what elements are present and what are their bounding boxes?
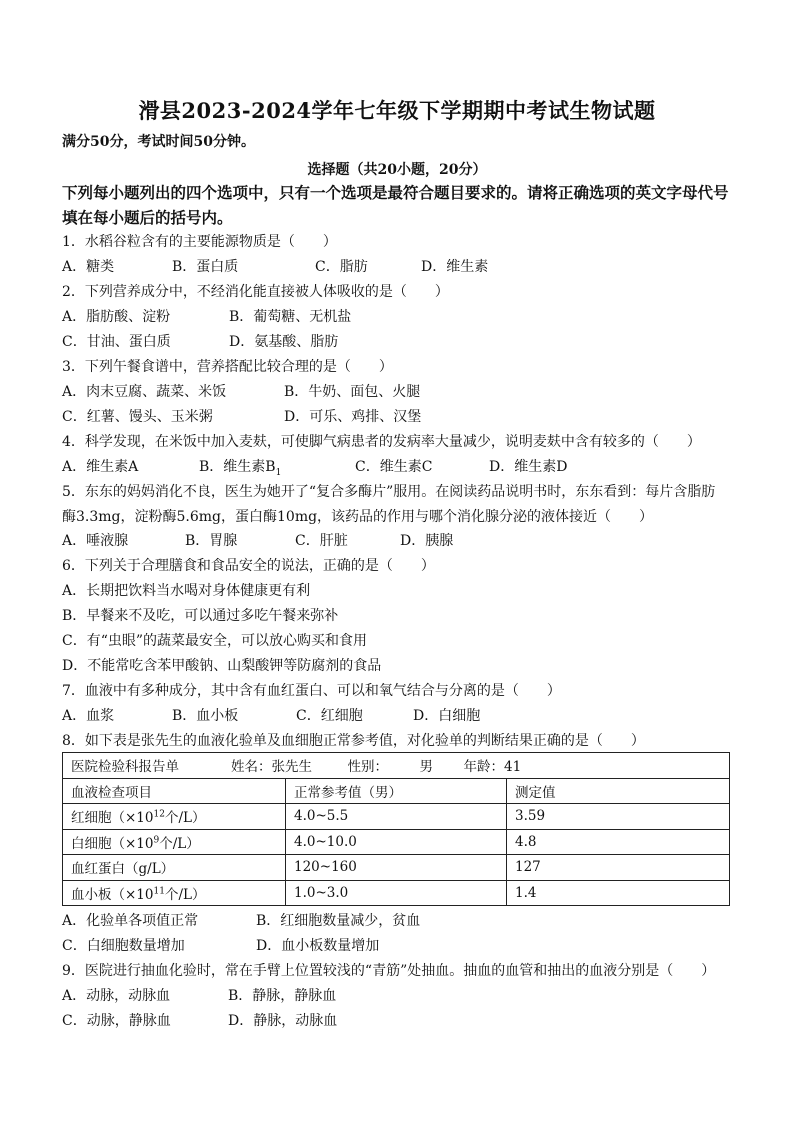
option: D．可乐、鸡排、汉堡: [284, 409, 422, 425]
option: B．牛奶、面包、火腿: [284, 384, 421, 400]
question-stem: 4．科学发现，在米饭中加入麦麸，可使脚气病患者的发病率大量减少，说明麦麸中含有较多的（ ）: [62, 434, 701, 450]
question-stem: 8．如下表是张先生的血液化验单及血细胞正常参考值，对化验单的判断结果正确的是（ ）: [62, 733, 645, 749]
table-row: [63, 880, 730, 906]
option: C．白细胞数量增加: [62, 938, 185, 954]
report-header-row: [63, 753, 730, 779]
value-cell: 127: [507, 855, 730, 881]
item-cell: [63, 829, 286, 855]
option: A．化验单各项值正常: [62, 913, 199, 929]
option: C．有“虫眼”的蔬菜最安全，可以放心购买和食用: [62, 633, 368, 649]
option: D．白细胞: [413, 708, 481, 724]
option: D．不能常吃含苯甲酸钠、山梨酸钾等防腐剂的食品: [62, 658, 382, 674]
ref-cell: 4.0~10.0: [286, 829, 507, 855]
report-info-cell: [63, 753, 730, 779]
option: B．早餐来不及吃，可以通过多吃午餐来弥补: [62, 608, 339, 624]
option: B．葡萄糖、无机盐: [229, 309, 352, 325]
question-stem: 9．医院进行抽血化验时，常在手臂上位置较浅的“青筋”处抽血。抽血的血管和抽出的血液分别是（ ）: [62, 963, 716, 979]
option: C．动脉，静脉血: [62, 1013, 171, 1029]
option: B．血小板: [172, 708, 239, 724]
name-label: 姓名：: [231, 759, 272, 776]
exponent: 9: [153, 835, 160, 846]
option: D．血小板数量增加: [256, 938, 380, 954]
age-value: 41: [504, 759, 522, 776]
option: C．红薯、馒头、玉米粥: [62, 409, 213, 425]
item-cell: [63, 855, 286, 881]
option: [199, 458, 281, 482]
option: D．氨基酸、脂肪: [229, 334, 339, 350]
exponent: 12: [153, 809, 165, 820]
option: D．静脉，动脉血: [228, 1013, 338, 1029]
option: A．维生素A: [62, 459, 139, 475]
value-cell: 4.8: [507, 829, 730, 855]
age-label: 年龄：: [463, 759, 504, 776]
option: A．肉末豆腐、蔬菜、米饭: [62, 384, 227, 400]
question-stem: 1．水稻谷粒含有的主要能源物质是（ ）: [62, 234, 337, 250]
question-stem-cont: 酶3.3mg，淀粉酶5.6mg，蛋白酶10mg，该药品的作用与哪个消化腺分泌的液体接近（ ）: [62, 509, 654, 525]
option: B．胃腺: [185, 533, 238, 549]
column-header: 正常参考值（男）: [286, 778, 507, 804]
option: A．唾液腺: [62, 533, 129, 549]
hospital-name: 医院检验科报告单: [71, 759, 179, 776]
option: C．脂肪: [315, 259, 368, 275]
score-info: 满分50分，考试时间50分钟。: [62, 134, 255, 150]
option: D．维生素D: [489, 459, 568, 475]
option-text: B．维生素B: [199, 459, 276, 475]
item-name: 红细胞（×10: [71, 810, 154, 827]
instructions: 下列每小题列出的四个选项中，只有一个选项是最符合题目要求的。请将正确选项的英文字母代号填在每小题后的括号内。: [62, 183, 729, 227]
option: D．维生素: [421, 259, 489, 275]
option: C．维生素C: [355, 459, 433, 475]
question-stem: 5．东东的妈妈消化不良，医生为她开了“复合多酶片”服用。在阅读药品说明书时，东东看到：每片含脂肪: [62, 484, 716, 500]
ref-cell: 120~160: [286, 855, 507, 881]
section-title: 选择题（共20小题，20分）: [307, 162, 487, 178]
ref-cell: 4.0~5.5: [286, 804, 507, 830]
table-row: [63, 855, 730, 881]
item-name: 血小板（×10: [71, 886, 154, 903]
exponent: 11: [153, 886, 165, 897]
question-stem: 2．下列营养成分中，不经消化能直接被人体吸收的是（ ）: [62, 284, 449, 300]
option: C．红细胞: [296, 708, 363, 724]
question-stem: 6．下列关于合理膳食和食品安全的说法，正确的是（ ）: [62, 558, 435, 574]
item-name: 血红蛋白（g/L）: [71, 861, 175, 878]
name-value: 张先生: [271, 759, 312, 776]
column-header-row: [63, 778, 730, 804]
option: A．长期把饮料当水喝对身体健康更有利: [62, 583, 311, 599]
option: B．静脉，静脉血: [228, 988, 337, 1004]
gender-label: 性别：: [347, 759, 388, 776]
item-unit: 个/L）: [164, 886, 206, 903]
column-header: 血液检查项目: [63, 778, 286, 804]
page-title: 滑县2023-2024学年七年级下学期期中考试生物试题: [138, 98, 656, 123]
item-cell: [63, 880, 286, 906]
option: A．动脉，动脉血: [62, 988, 171, 1004]
option: A．脂肪酸、淀粉: [62, 309, 171, 325]
value-cell: 3.59: [507, 804, 730, 830]
table-row: [63, 829, 730, 855]
ref-cell: 1.0~3.0: [286, 880, 507, 906]
option: B．红细胞数量减少，贫血: [256, 913, 421, 929]
item-unit: 个/L）: [159, 835, 200, 852]
option: D．胰腺: [400, 533, 454, 549]
table-row: [63, 804, 730, 830]
item-unit: 个/L）: [164, 810, 206, 827]
question-stem: 3．下列午餐食谱中，营养搭配比较合理的是（ ）: [62, 359, 393, 375]
blood-test-report-table: [62, 752, 730, 906]
subscript: 1: [275, 467, 282, 478]
question-stem: 7．血液中有多种成分，其中含有血红蛋白、可以和氧气结合与分离的是（ ）: [62, 683, 561, 699]
option: C．肝脏: [295, 533, 348, 549]
item-cell: [63, 804, 286, 830]
option: C．甘油、蛋白质: [62, 334, 171, 350]
value-cell: 1.4: [507, 880, 730, 906]
column-header: 测定值: [507, 778, 730, 804]
option: A．血浆: [62, 708, 115, 724]
option: B．蛋白质: [172, 259, 239, 275]
gender-value: 男: [419, 759, 433, 776]
option: A．糖类: [62, 259, 115, 275]
item-name: 白细胞（×10: [71, 835, 154, 852]
